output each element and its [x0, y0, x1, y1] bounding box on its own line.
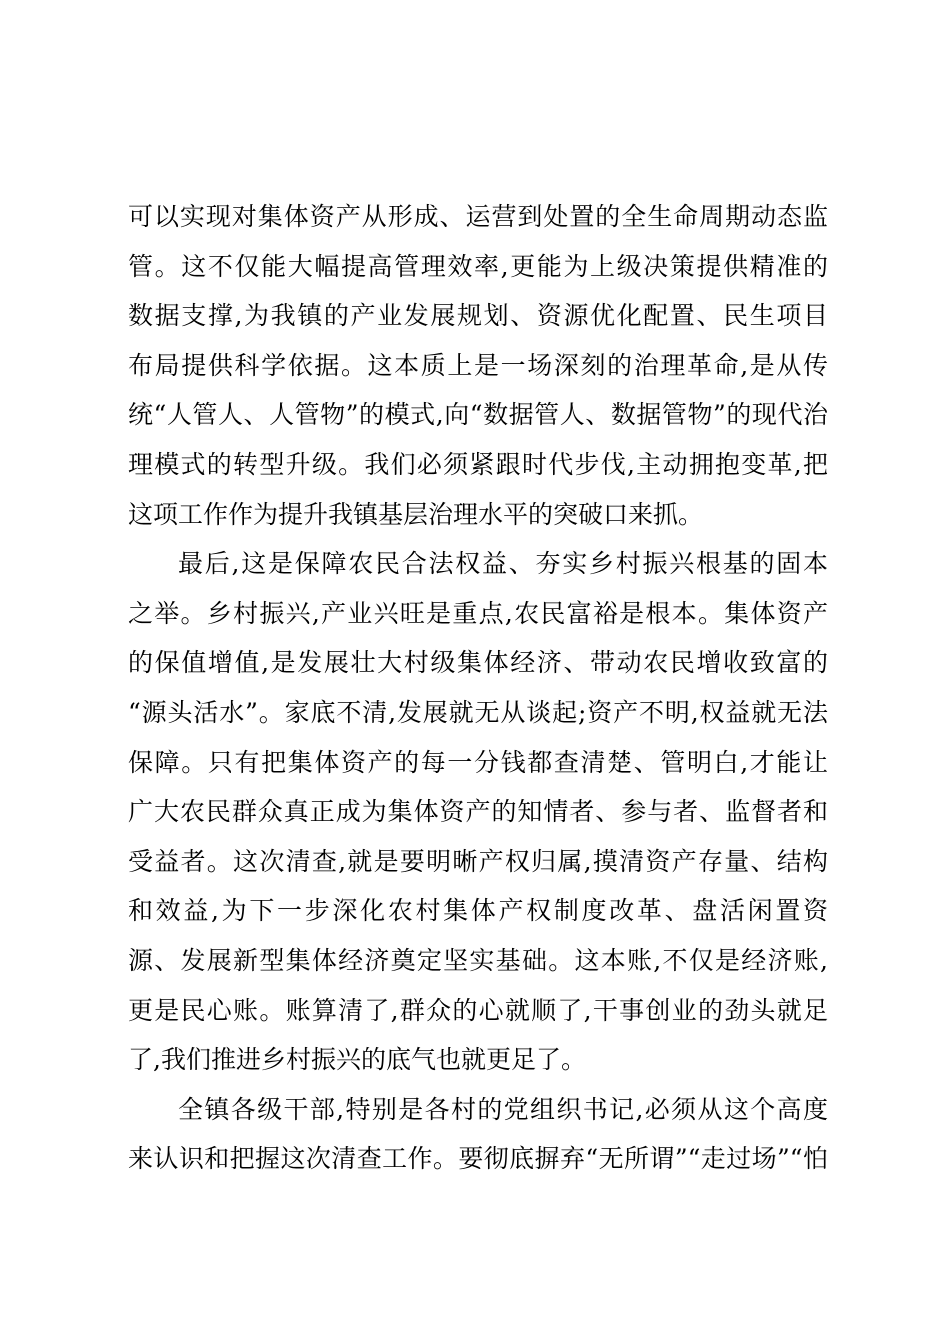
text-line: 之举。乡村振兴,产业兴旺是重点,农民富裕是根本。集体资产: [128, 598, 828, 628]
text-line: 来认识和把握这次清查工作。要彻底摒弃“无所谓”“走过场”“怕: [128, 1144, 828, 1174]
text-line: 更是民心账。账算清了,群众的心就顺了,干事创业的劲头就足: [128, 995, 828, 1025]
text-line: 理模式的转型升级。我们必须紧跟时代步伐,主动拥抱变革,把: [128, 449, 828, 479]
text-line: 的保值增值,是发展壮大村级集体经济、带动农民增收致富的: [128, 648, 828, 678]
text-line: 广大农民群众真正成为集体资产的知情者、参与者、监督者和: [128, 797, 828, 827]
document-body: [128, 192, 828, 1184]
text-line: 管。这不仅能大幅提高管理效率,更能为上级决策提供精准的: [128, 251, 828, 281]
text-line: “源头活水”。家底不清,发展就无从谈起;资产不明,权益就无法: [128, 697, 828, 727]
text-line: 布局提供科学依据。这本质上是一场深刻的治理革命,是从传: [128, 350, 828, 380]
text-line: 受益者。这次清查,就是要明晰产权归属,摸清资产存量、结构: [128, 846, 828, 876]
text-line: 和效益,为下一步深化农村集体产权制度改革、盘活闲置资: [128, 896, 828, 926]
text-line: 统“人管人、人管物”的模式,向“数据管人、数据管物”的现代治: [128, 400, 828, 430]
text-line: 最后,这是保障农民合法权益、夯实乡村振兴根基的固本: [178, 549, 828, 579]
text-line: 保障。只有把集体资产的每一分钱都查清楚、管明白,才能让: [128, 747, 828, 777]
text-line: 全镇各级干部,特别是各村的党组织书记,必须从这个高度: [178, 1094, 828, 1124]
text-line: 了,我们推进乡村振兴的底气也就更足了。: [128, 1045, 586, 1075]
paragraph-2: [128, 539, 828, 1085]
paragraph-3: [128, 1085, 828, 1184]
text-line: 数据支撑,为我镇的产业发展规划、资源优化配置、民生项目: [128, 301, 828, 331]
paragraph-1: [128, 192, 828, 539]
text-line: 源、发展新型集体经济奠定坚实基础。这本账,不仅是经济账,: [128, 945, 828, 975]
text-line: 可以实现对集体资产从形成、运营到处置的全生命周期动态监: [128, 202, 828, 231]
text-line: 这项工作作为提升我镇基层治理水平的突破口来抓。: [128, 499, 704, 529]
